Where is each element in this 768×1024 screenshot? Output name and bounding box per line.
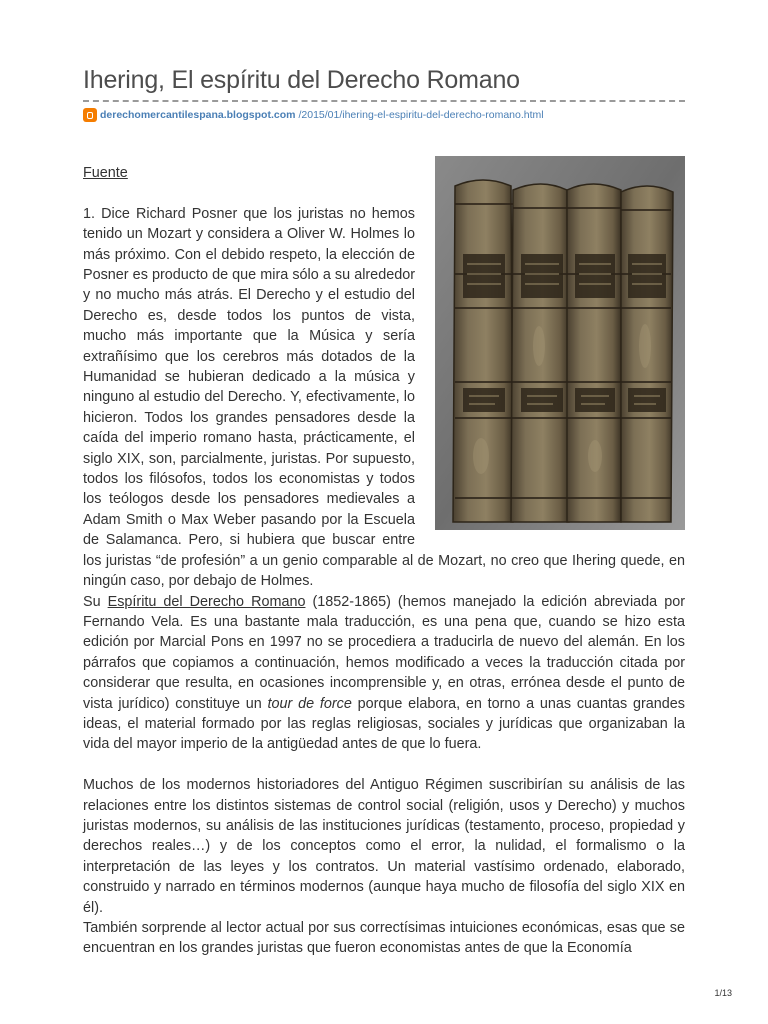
fuente-link[interactable]: Fuente: [83, 165, 128, 181]
article-body: [83, 163, 685, 959]
paragraph-4: También sorprende al lector actual por sus correctísimas intuiciones económicas, esas que se encuentran en los grandes juristas que fueron economistas antes de que la Economía: [83, 920, 685, 957]
paragraph-2-prefix: Su: [83, 593, 108, 610]
paragraph-3: Muchos de los modernos historiadores del Antiguo Régimen suscribirían su análisis de las relaciones entre los distintos sistemas de control social (religión, usos y Derecho) y muchos juristas modernos, su análisis de las instituciones jurídicas (testamento, proceso, propiedad y derechos reales…) y de los conceptos como el error, la nulidad, el formalismo o la interpretación de las leyes y los contratos. Un material vastísimo ordenado, elaborado, construido y narrado en términos modernos (aunque haya mucho de filosofía del siglo XIX en él).: [83, 777, 685, 916]
espiritu-derecho-romano-link[interactable]: Espíritu del Derecho Romano: [107, 593, 306, 610]
blogger-icon: [83, 108, 97, 122]
page-number: 1/13: [714, 988, 732, 998]
paragraph-2-mid: (1852-1865) (hemos manejado la edición abreviada por Fernando Vela. Es una bastante mala traducción, es una pena que, cuando se hizo esta edición por Marcial Pons en 1997 no se procediera a traducirla de nuevo del alemán. En los párrafos que copiamos a continuación, hemos modificado a veces la traducción citada por considerar que resulta, en ocasiones incomprensible y, en otras, errónea desde el punto de vista jurídico) constituye un: [83, 593, 685, 712]
paragraph-1: 1. Dice Richard Posner que los juristas no hemos tenido un Mozart y considera a Oliver W. Holmes lo más próximo. Con el debido respeto, la elección de Posner es producto de que mira sólo a su alrededor y no mucho más atrás. El Derecho y el estudio del Derecho es, desde todos los puntos de vista, mucho más importante que la Música y sería extrañísimo que los cerebros más dotados de la Humanidad se hubieran dedicado a la música y ninguno al estudio del Derecho. Y, efectivamente, lo hicieron. Todos los grandes pensadores desde la caída del imperio romano hasta, prácticamente, el siglo XIX, son, parcialmente, juristas. Por supuesto, todos los filósofos, todos los economistas y todos los teólogos desde los pensadores medievales a Adam Smith o Max Weber pasando por la Escuela de Salamanca. Pero, si hubiera que buscar entre los juristas “de profesión” a un genio comparable al de Mozart, no creo que Ihering quede, en ningún caso, por debajo de Holmes.: [83, 205, 685, 590]
source-line: [83, 107, 544, 123]
books-photo: [435, 156, 685, 530]
source-domain-link[interactable]: derechomercantilespana.blogspot.com: [100, 109, 296, 121]
source-path-link[interactable]: /2015/01/ihering-el-espiritu-del-derecho-romano.html: [298, 109, 544, 121]
page-title: Ihering, El espíritu del Derecho Romano: [83, 66, 520, 94]
paragraph-2-suffix: porque elabora, en torno a unas cuantas grandes ideas, el material formado por las reglas religiosas, sociales y jurídicas que organizaban la vida del mayor imperio de la antigüedad antes de que lo fuera.: [83, 695, 685, 753]
dashed-divider: [83, 100, 685, 102]
paragraph-2-italic: tour de force: [267, 695, 352, 712]
paragraph-2: [83, 592, 685, 755]
